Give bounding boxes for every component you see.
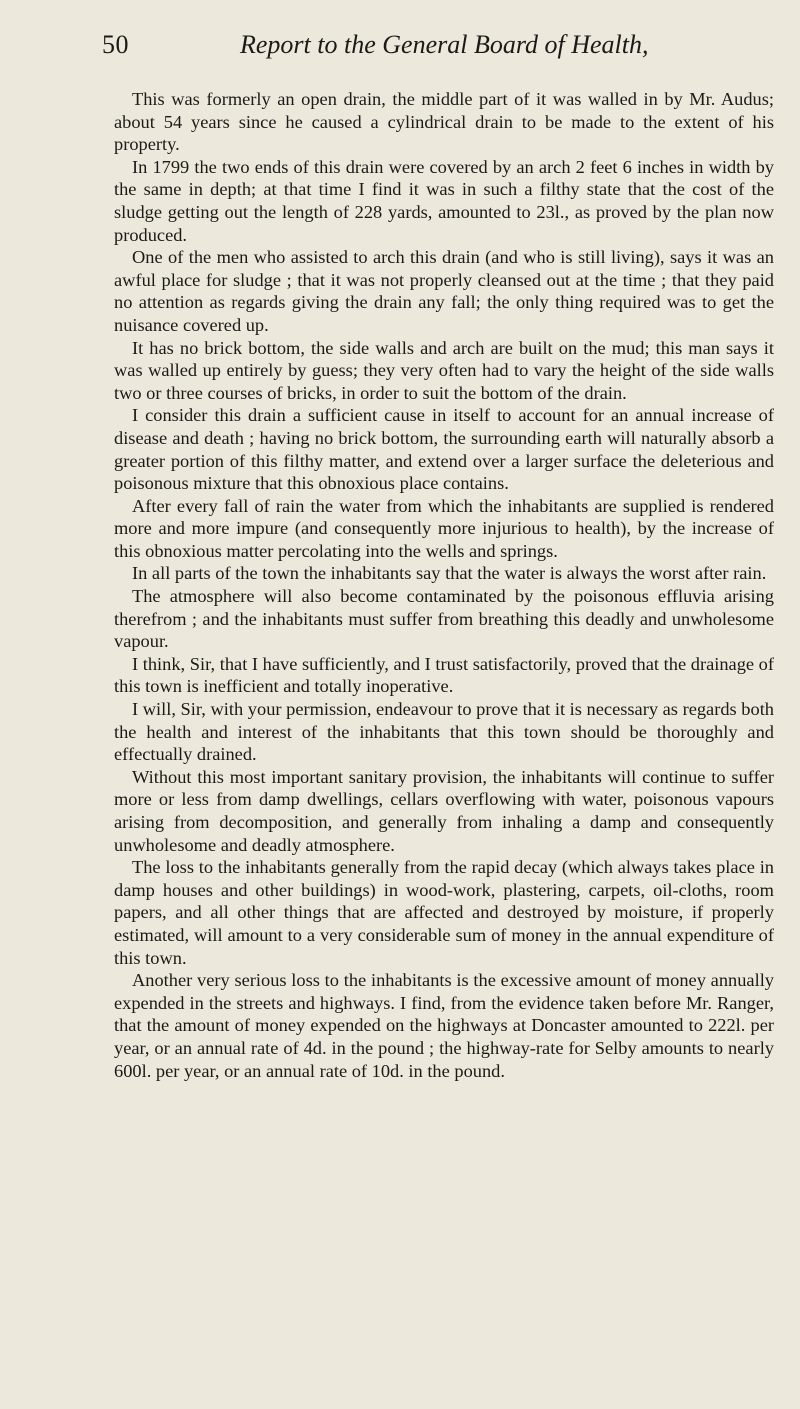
body-text: [114, 88, 774, 1082]
paragraph: I will, Sir, with your permission, endeavour to prove that it is necessary as regards both the health and interest of the inhabitants that this town should be thoroughly and effectually drained.: [114, 699, 774, 765]
paragraph: In 1799 the two ends of this drain were covered by an arch 2 feet 6 inches in width by the same in depth; at that time I find it was in such a filthy state that the cost of the sludge getting out the length of 228 yards, amounted to 23l., as proved by the plan now produced.: [114, 156, 774, 245]
page-number: 50: [102, 30, 129, 59]
paragraph: In all parts of the town the inhabitants say that the water is always the worst after rain.: [132, 563, 767, 584]
paragraph: After every fall of rain the water from which the inhabitants are supplied is rendered more and more impure (and consequently more injurious to health), by the increase of this obnoxious matter percolating into the wells and springs.: [114, 495, 774, 561]
paragraph: I think, Sir, that I have sufficiently, and I trust satisfactorily, proved that the drainage of this town is inefficient and totally inoperative.: [114, 653, 774, 697]
paragraph: One of the men who assisted to arch this drain (and who is still living), says it was an awful place for sludge ; that it was not properly cleansed out at the time ; that they paid no attention as regards giving the drain any fall; the only thing required was to get the nuisance covered up.: [114, 247, 774, 335]
running-title: Report to the General Board of Health,: [240, 30, 649, 59]
paragraph: This was formerly an open drain, the middle part of it was walled in by Mr. Audus; about 54 years since he caused a cylindrical drain to be made to the extent of his property.: [114, 89, 774, 155]
paragraph: I consider this drain a sufficient cause in itself to account for an annual increase of disease and death ; having no brick bottom, the surrounding earth will naturally absorb a greater portion of this filthy matter, and extend over a larger surface the deleterious and poisonous mixture that this obnoxious place contains.: [114, 405, 774, 494]
paragraph: The loss to the inhabitants generally from the rapid decay (which always takes place in damp houses and other buildings) in wood-work, plastering, carpets, oil-cloths, room papers, and all other things that are affected and destroyed by moisture, if properly estimated, will amount to a very considerable sum of money in the annual expenditure of this town.: [114, 857, 774, 968]
paragraph: It has no brick bottom, the side walls and arch are built on the mud; this man says it was walled up entirely by guess; they very often had to vary the height of the side walls two or three courses of bricks, in order to suit the bottom of the drain.: [114, 337, 774, 403]
paragraph: Another very serious loss to the inhabitants is the excessive amount of money annually expended in the streets and highways. I find, from the evidence taken before Mr. Ranger, that the amount of money expended on the highways at Doncaster amounted to 222l. per year, or an annual rate of 4d. in the pound ; the highway-rate for Selby amounts to nearly 600l. per year, or an annual rate of 10d. in the pound.: [114, 970, 774, 1081]
paragraph: The atmosphere will also become contaminated by the poisonous effluvia arising therefrom ; and the inhabitants must suffer from breathing this deadly and unwholesome vapour.: [114, 586, 774, 652]
paragraph: Without this most important sanitary provision, the inhabitants will continue to suffer more or less from damp dwellings, cellars overflowing with water, poisonous vapours arising from decomposition, and generally from inhaling a damp and consequently unwholesome and deadly atmosphere.: [114, 766, 774, 855]
page-header: [102, 30, 702, 66]
